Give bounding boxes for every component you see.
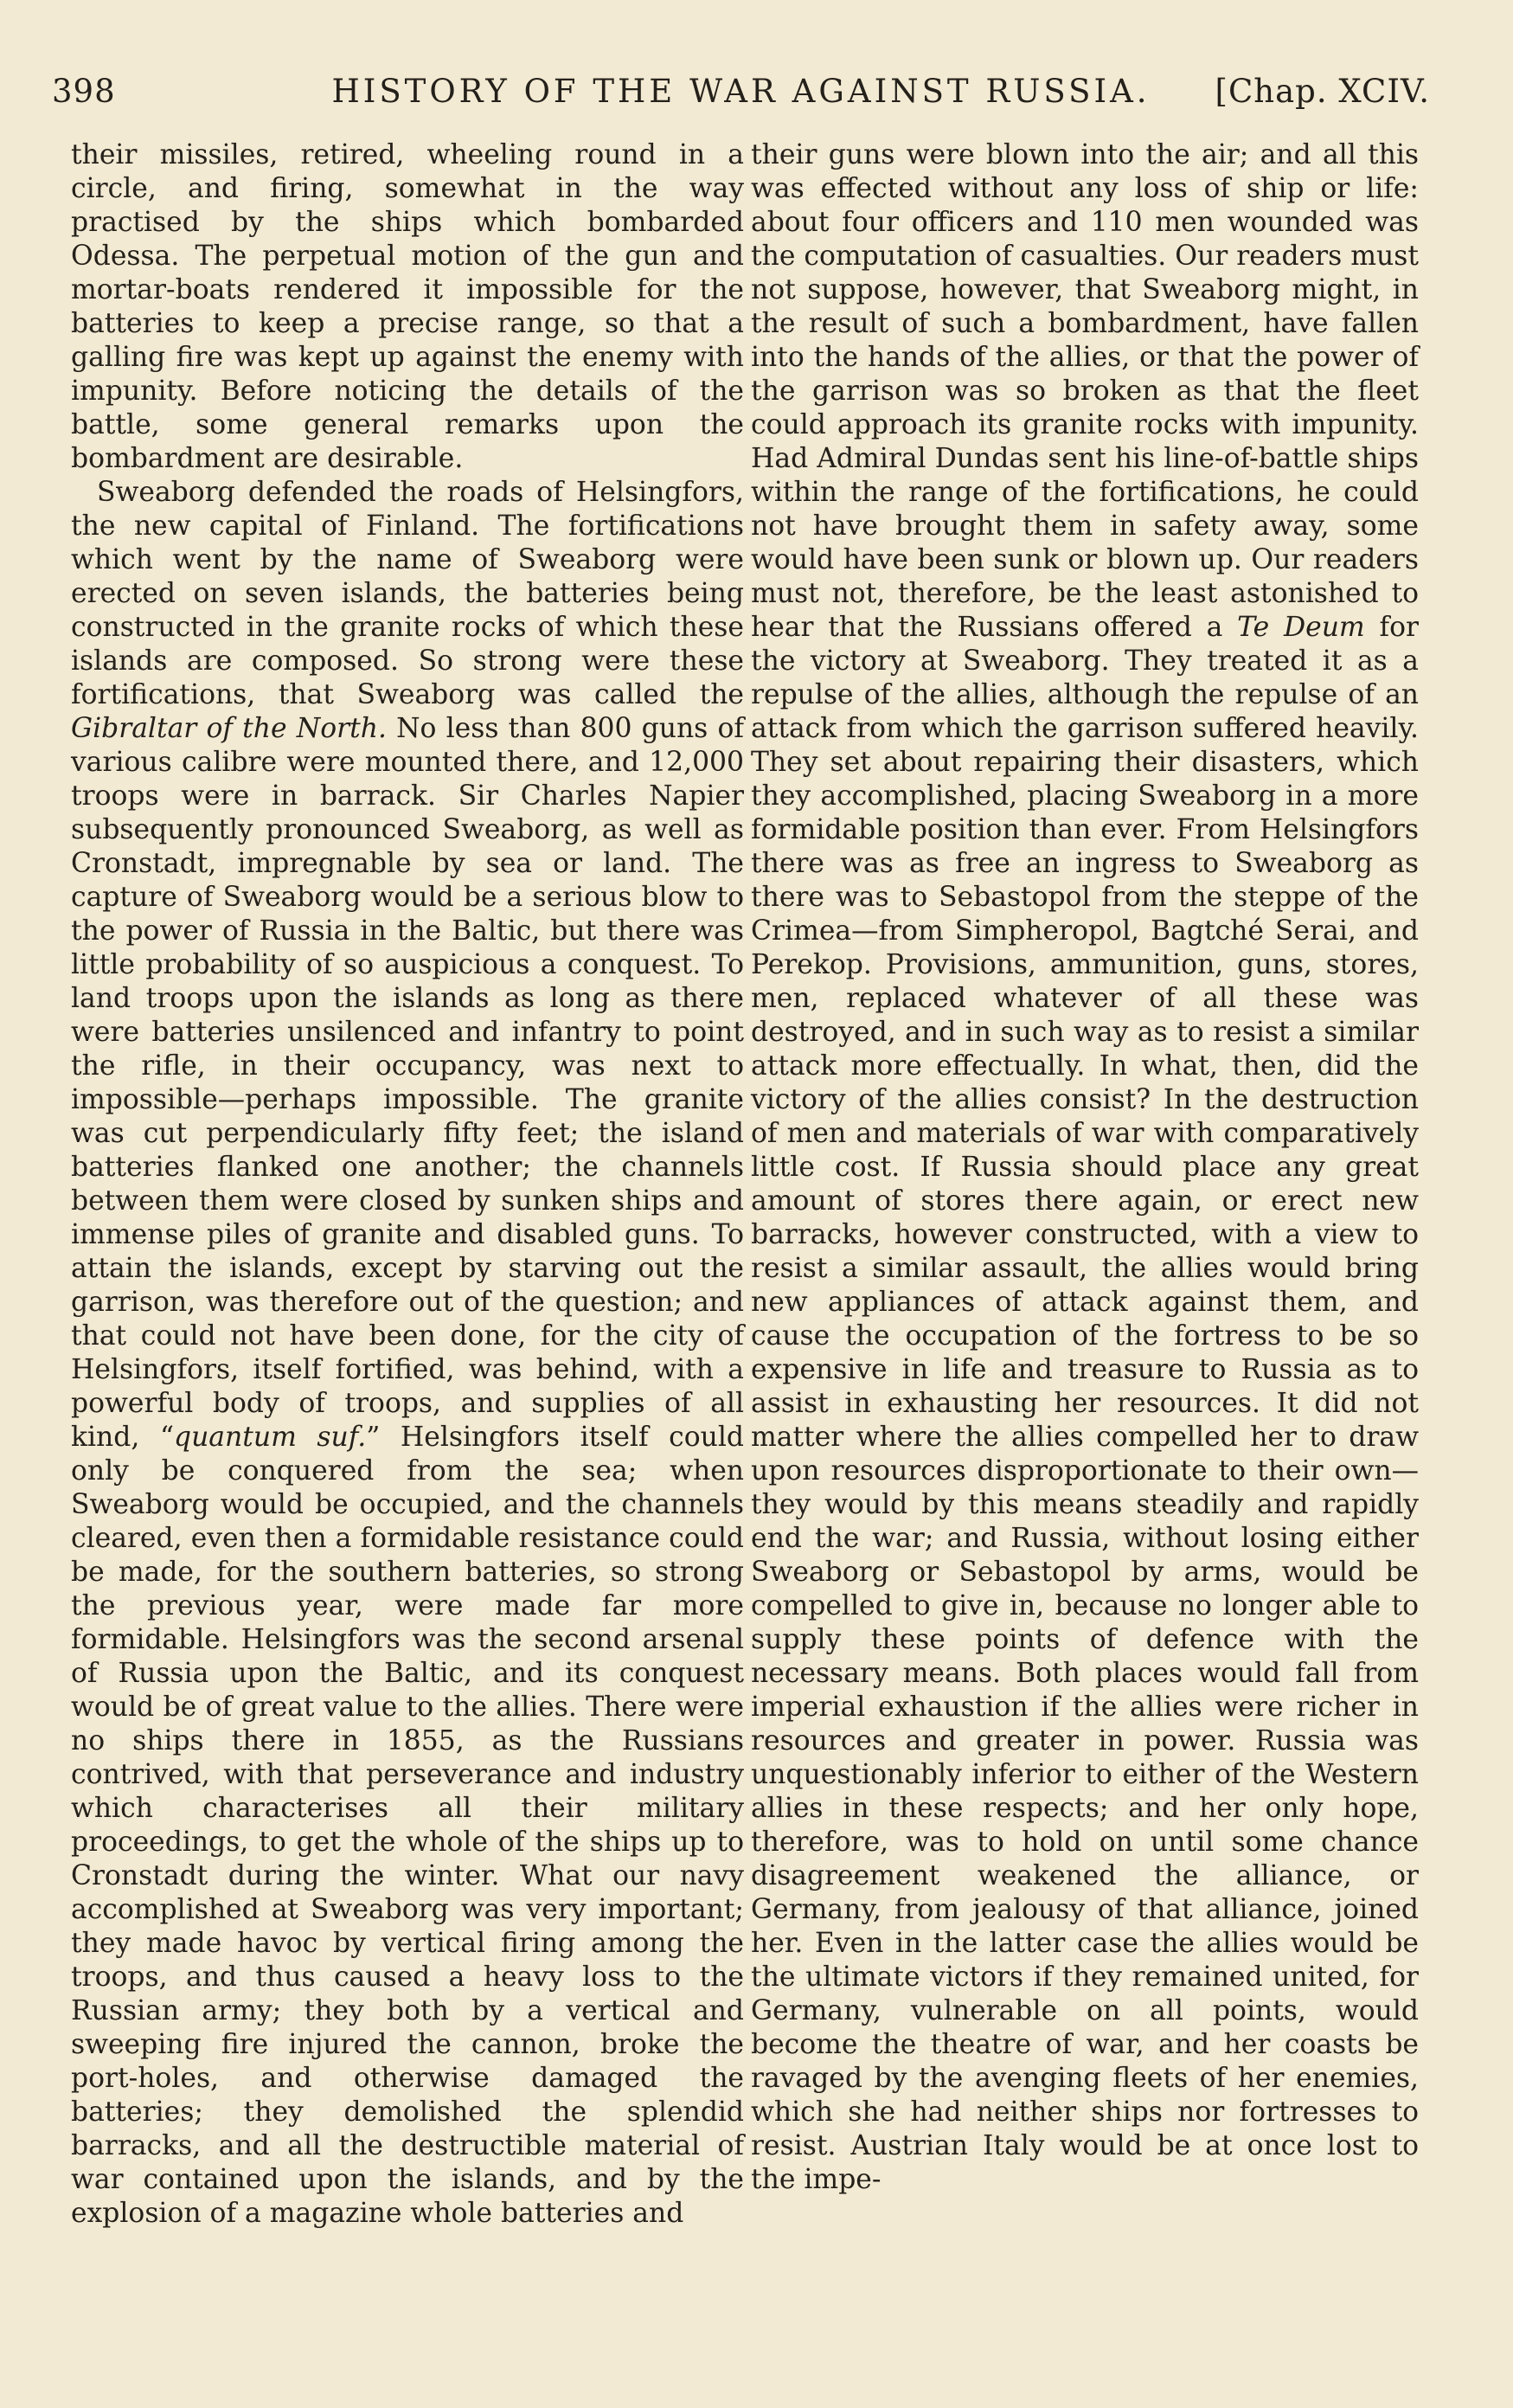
paragraph: Sweaborg defended the roads of Helsingfors, the new capital of Finland. The fortifications which went by the name of Sweaborg were erected on seven islands, the batteries being constructed in the granite rocks of which these islands are composed. So strong were these fortifications, that Sweaborg was called the Gibraltar of the North. No less than 800 guns of various calibre were mounted there, and 12,000 troops were in barrack. Sir Charles Napier subsequently pronounced Sweaborg, as well as Cronstadt, impregnable by sea or land. The capture of Sweaborg would be a serious blow to the power of Russia in the Baltic, but there was little probability of so auspicious a conquest. To land troops upon the islands as long as there were batteries unsilenced and infantry to point the rifle, in their occupancy, was next to impossible—perhaps impossible. The granite was cut perpendicularly fifty feet; the island batteries flanked one another; the channels between them were closed by sunken ships and immense piles of granite and disabled guns. To attain the islands, except by starving out the garrison, was therefore out of the question; and that could not have been done, for the city of Helsingfors, itself fortified, was behind, with a powerful body of troops, and supplies of all kind, “quantum suf.” Helsingfors itself could only be conquered from the sea; when Sweaborg would be occupied, and the channels cleared, even then a formidable resistance could be made, for the southern batteries, so strong the previous year, were made far more formidable. Helsingfors was the second arsenal of Russia upon the Baltic, and its conquest would be of great value to the allies. There were no ships there in 1855, as the Russians contrived, with that perseverance and industry which characterises all their military proceedings, to get the whole of the ships up to Cronstadt during the winter. What our navy accomplished at Sweaborg was very important; they made havoc by vertical firing among the troops, and thus caused a heavy loss to the Russian army; they both by a vertical and sweeping fire injured the cannon, broke the port-holes, and otherwise damaged the batteries; they demolished the splendid barracks, and all the destructible material of war contained upon the islands, and by the explosion of a magazine whole batteries and (71, 477, 744, 2229)
italic-phrase: Gibraltar of the North. (71, 713, 387, 744)
paragraph: their guns were blown into the air; and all this was effected without any loss of ship or life: about four officers and 110 men wounded was the computation of casualties. Our readers must not suppose, however, that Sweaborg might, in the result of such a bombardment, have fallen into the hands of the allies, or that the power of the garrison was so broken as that the fleet could approach its granite rocks with impunity. Had Admiral Dundas sent his line-of-battle ships within the range of the fortifications, he could not have brought them in safety away, some would have been sunk or blown up. Our readers must not, therefore, be the least astonished to hear that the Russians offered a Te Deum for the victory at Sweaborg. They treated it as a repulse of the allies, although the repulse of an attack from which the garrison suffered heavily. They set about repairing their disasters, which they accomplished, placing Sweaborg in a more formidable position than ever. From Helsingfors there was as free an ingress to Sweaborg as there was to Sebastopol from the steppe of the Crimea—from Simpheropol, Bagtché Serai, and Perekop. Provisions, ammunition, guns, stores, men, replaced whatever of all these was destroyed, and in such way as to resist a similar attack more effectually. In what, then, did the victory of the allies consist? In the destruction of men and materials of war with comparatively little cost. If Russia should place any great amount of stores there again, or erect new barracks, however constructed, with a view to resist a similar assault, the allies would bring new appliances of attack against them, and cause the occupation of the fortress to be so expensive in life and treasure to Russia as to assist in exhausting her resources. It did not matter where the allies compelled her to draw upon resources disproportionate to their own—they would by this means steadily and rapidly end the war; and Russia, without losing either Sweaborg or Sebastopol by arms, would be compelled to give in, because no longer able to supply these points of defence with the necessary means. Both places would fall from imperial exhaustion if the allies were richer in resources and greater in power. Russia was unquestionably inferior to either of the Western allies in these respects; and her only hope, therefore, was to hold on until some chance disagreement weakened the alliance, or Germany, from jealousy of that alliance, joined her. Even in the latter case the allies would be the ultimate victors if they remained united, for Germany, vulnerable on all points, would become the theatre of war, and her coasts be ravaged by the avenging fleets of her enemies, which she had neither ships nor fortresses to resist. Austrian Italy would be at once lost to the impe- (751, 139, 1419, 2195)
left-column (71, 138, 744, 2231)
running-title: HISTORY OF THE WAR AGAINST RUSSIA. (331, 73, 1151, 110)
running-header (52, 67, 1430, 119)
italic-phrase: quantum suf. (174, 1422, 367, 1453)
paragraph: their missiles, retired, wheeling round in a circle, and firing, somewhat in the way practised by the ships which bombarded Odessa. The perpetual motion of the gun and mortar-boats rendered it impossible for the batteries to keep a precise range, so that a galling fire was kept up against the enemy with impunity. Before noticing the details of the battle, some general remarks upon the bombardment are desirable. (71, 139, 744, 474)
italic-phrase: Te Deum (1237, 612, 1365, 643)
chapter-label: [Chap. XCIV. (1215, 73, 1430, 110)
right-column (751, 138, 1419, 2197)
page-number: 398 (52, 73, 116, 110)
